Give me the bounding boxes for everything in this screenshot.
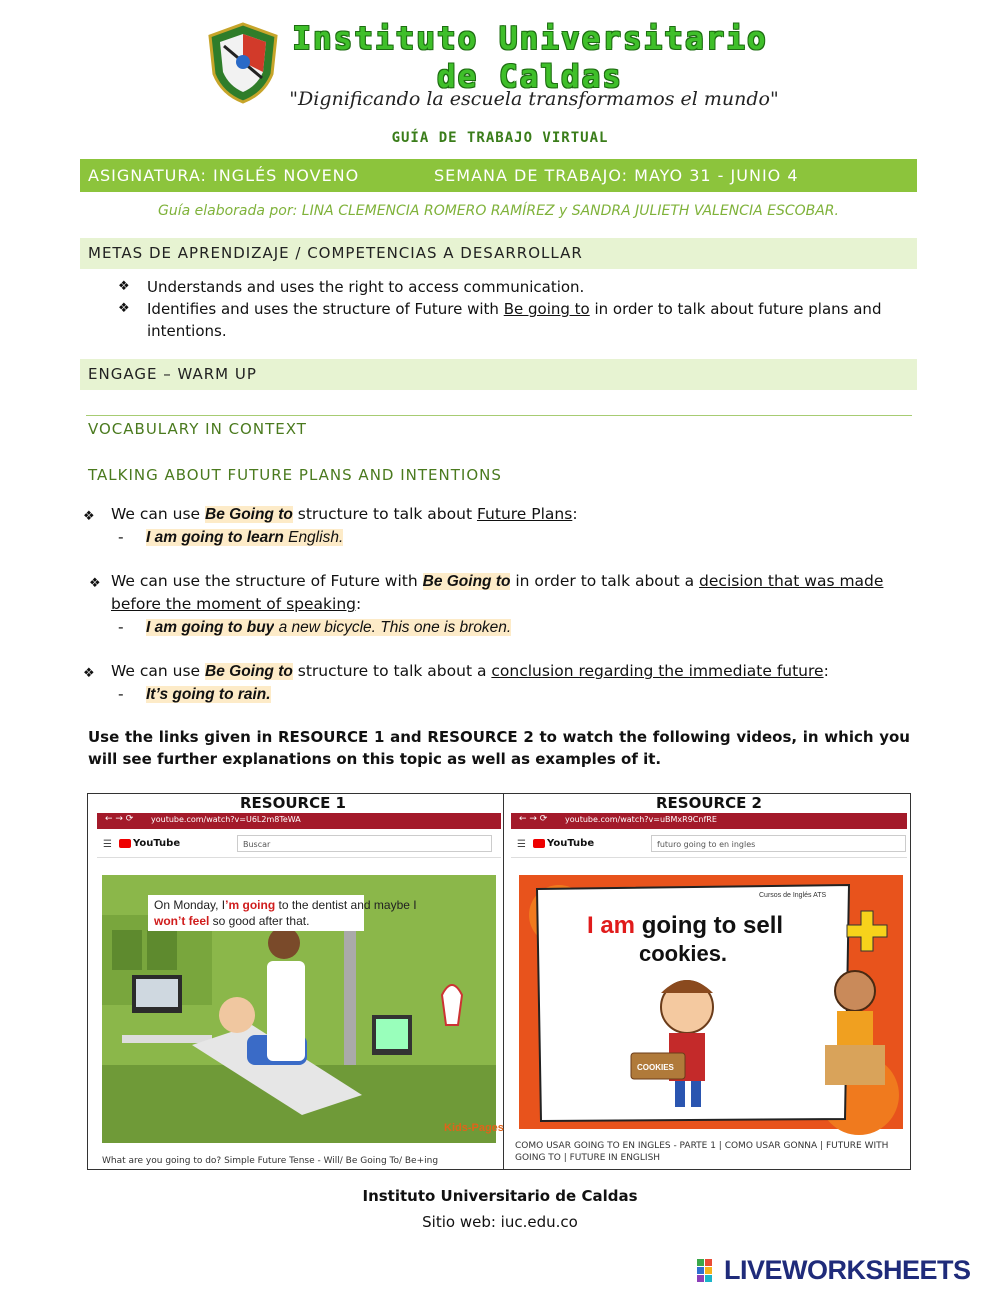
bullet-diamond-icon: ❖	[118, 279, 130, 294]
resource-1-title: RESOURCE 1	[240, 794, 346, 812]
bubble-text-part1: On Monday, I	[154, 898, 226, 912]
section-divider	[86, 415, 912, 416]
subject-label: ASIGNATURA: INGLÉS NOVENO	[88, 166, 360, 185]
bubble-text-part2: to the dentist and maybe I	[275, 898, 417, 912]
liveworksheets-watermark: LIVEWORKSHEETS	[724, 1255, 971, 1285]
liveworksheets-logo-icon	[697, 1259, 721, 1283]
bullet-diamond-icon: ❖	[118, 301, 130, 316]
bubble-highlight-1: ’m going	[225, 898, 276, 912]
engage-heading-bar	[80, 359, 917, 390]
nav-arrows-icon: ← → ⟳	[519, 814, 548, 824]
engage-heading: ENGAGE – WARM UP	[88, 365, 257, 383]
footer-site[interactable]: Sitio web: iuc.edu.co	[422, 1213, 578, 1231]
footer-org: Instituto Universitario de Caldas	[362, 1187, 638, 1205]
bullet-diamond-icon: ❖	[89, 576, 101, 591]
svg-text:I am going to sell	[587, 912, 783, 939]
bullet-diamond-icon: ❖	[83, 666, 95, 681]
svg-text:won’t feel so good after that.	[153, 914, 309, 928]
subject-bar	[80, 159, 917, 192]
resource-2-title: RESOURCE 2	[656, 794, 762, 812]
guide-title: GUÍA DE TRABAJO VIRTUAL	[391, 130, 609, 146]
cookies-cartoon-scene	[519, 875, 903, 1129]
goals-heading: METAS DE APRENDIZAJE / COMPETENCIAS A DESARROLLAR	[88, 244, 583, 262]
kids-pages-brand: Kids-Pages	[444, 1122, 504, 1134]
youtube-search-input[interactable]: futuro going to en ingles	[651, 835, 906, 852]
svg-text:On Monday, I’m going to the de	[154, 898, 417, 912]
sentence-rest-2: cookies.	[639, 941, 728, 966]
resource-2-video-thumbnail[interactable]	[511, 813, 907, 1167]
use-item-2: ❖ We can use the structure of Future with Be Going to in order to talk about a decision that was made before the moment of speaking:	[89, 572, 884, 613]
bubble-highlight-2: won’t feel	[154, 914, 210, 928]
bullet-diamond-icon: ❖	[83, 509, 95, 524]
youtube-header	[97, 831, 501, 858]
use-item-3: ❖ We can use Be Going to structure to talk about a conclusion regarding the immediate future:	[83, 660, 913, 683]
goal-item-1: ❖ Understands and uses the right to access communication.	[118, 278, 585, 296]
cookies-box-label: COOKIES	[637, 1063, 674, 1072]
table-column-divider	[503, 793, 504, 1169]
institute-name: Instituto Universitario de Caldas	[292, 21, 768, 95]
week-label: SEMANA DE TRABAJO: MAYO 31 - JUNIO 4	[434, 166, 799, 185]
youtube-header	[511, 831, 907, 858]
resource-2-caption[interactable]: COMO USAR GOING TO EN INGLES - PARTE 1 | COMO USAR GONNA | FUTURE WITH GOING TO | FUTURE IN ENGLISH	[515, 1141, 889, 1163]
sentence-red: I am	[587, 912, 636, 939]
vocab-heading: VOCABULARY IN CONTEXT	[88, 420, 307, 438]
goals-heading-bar	[80, 238, 917, 269]
sentence-rest-1: going to sell	[635, 912, 784, 939]
menu-icon: ☰	[103, 839, 112, 850]
talking-heading: TALKING ABOUT FUTURE PLANS AND INTENTIONS	[88, 466, 502, 484]
bubble-text-part3: so good after that.	[209, 914, 310, 928]
dentist-cartoon-scene	[102, 875, 504, 1143]
channel-corner-text: Cursos de Inglés ATS	[759, 892, 827, 899]
youtube-search-input[interactable]: Buscar	[237, 835, 492, 852]
youtube-logo: YouTube	[533, 838, 594, 849]
nav-arrows-icon: ← → ⟳	[105, 814, 134, 824]
goal-item-2: ❖ Identifies and uses the structure of Future with Be going to in order to talk about future plans and intentions.	[118, 300, 882, 340]
browser-address-bar: ← → ⟳ youtube.com/watch?v=uBMxR9CnfRE	[511, 813, 907, 829]
example-1: - I am going to learn English.	[118, 528, 344, 546]
resource-1-caption[interactable]: What are you going to do? Simple Future Tense - Will/ Be Going To/ Be+ing	[102, 1156, 439, 1166]
menu-icon: ☰	[517, 839, 526, 850]
resource-1-video-thumbnail[interactable]	[97, 813, 504, 1167]
author-line: Guía elaborada por: LINA CLEMENCIA ROMERO RAMÍREZ y SANDRA JULIETH VALENCIA ESCOBAR.	[157, 203, 839, 219]
use-item-1: ❖ We can use Be Going to structure to talk about Future Plans:	[83, 503, 913, 526]
example-2: - I am going to buy a new bicycle. This one is broken.	[118, 618, 512, 636]
example-3: - It’s going to rain.	[118, 685, 271, 703]
browser-address-bar: ← → ⟳ youtube.com/watch?v=U6L2m8TeWA	[97, 813, 501, 829]
institute-motto: "Dignificando la escuela transformamos el mundo"	[289, 88, 779, 110]
instructions: Use the links given in RESOURCE 1 and RESOURCE 2 to watch the following videos, in which you will see further explanations on this topic as well as examples of it.	[88, 728, 910, 768]
youtube-logo: YouTube	[119, 838, 180, 849]
